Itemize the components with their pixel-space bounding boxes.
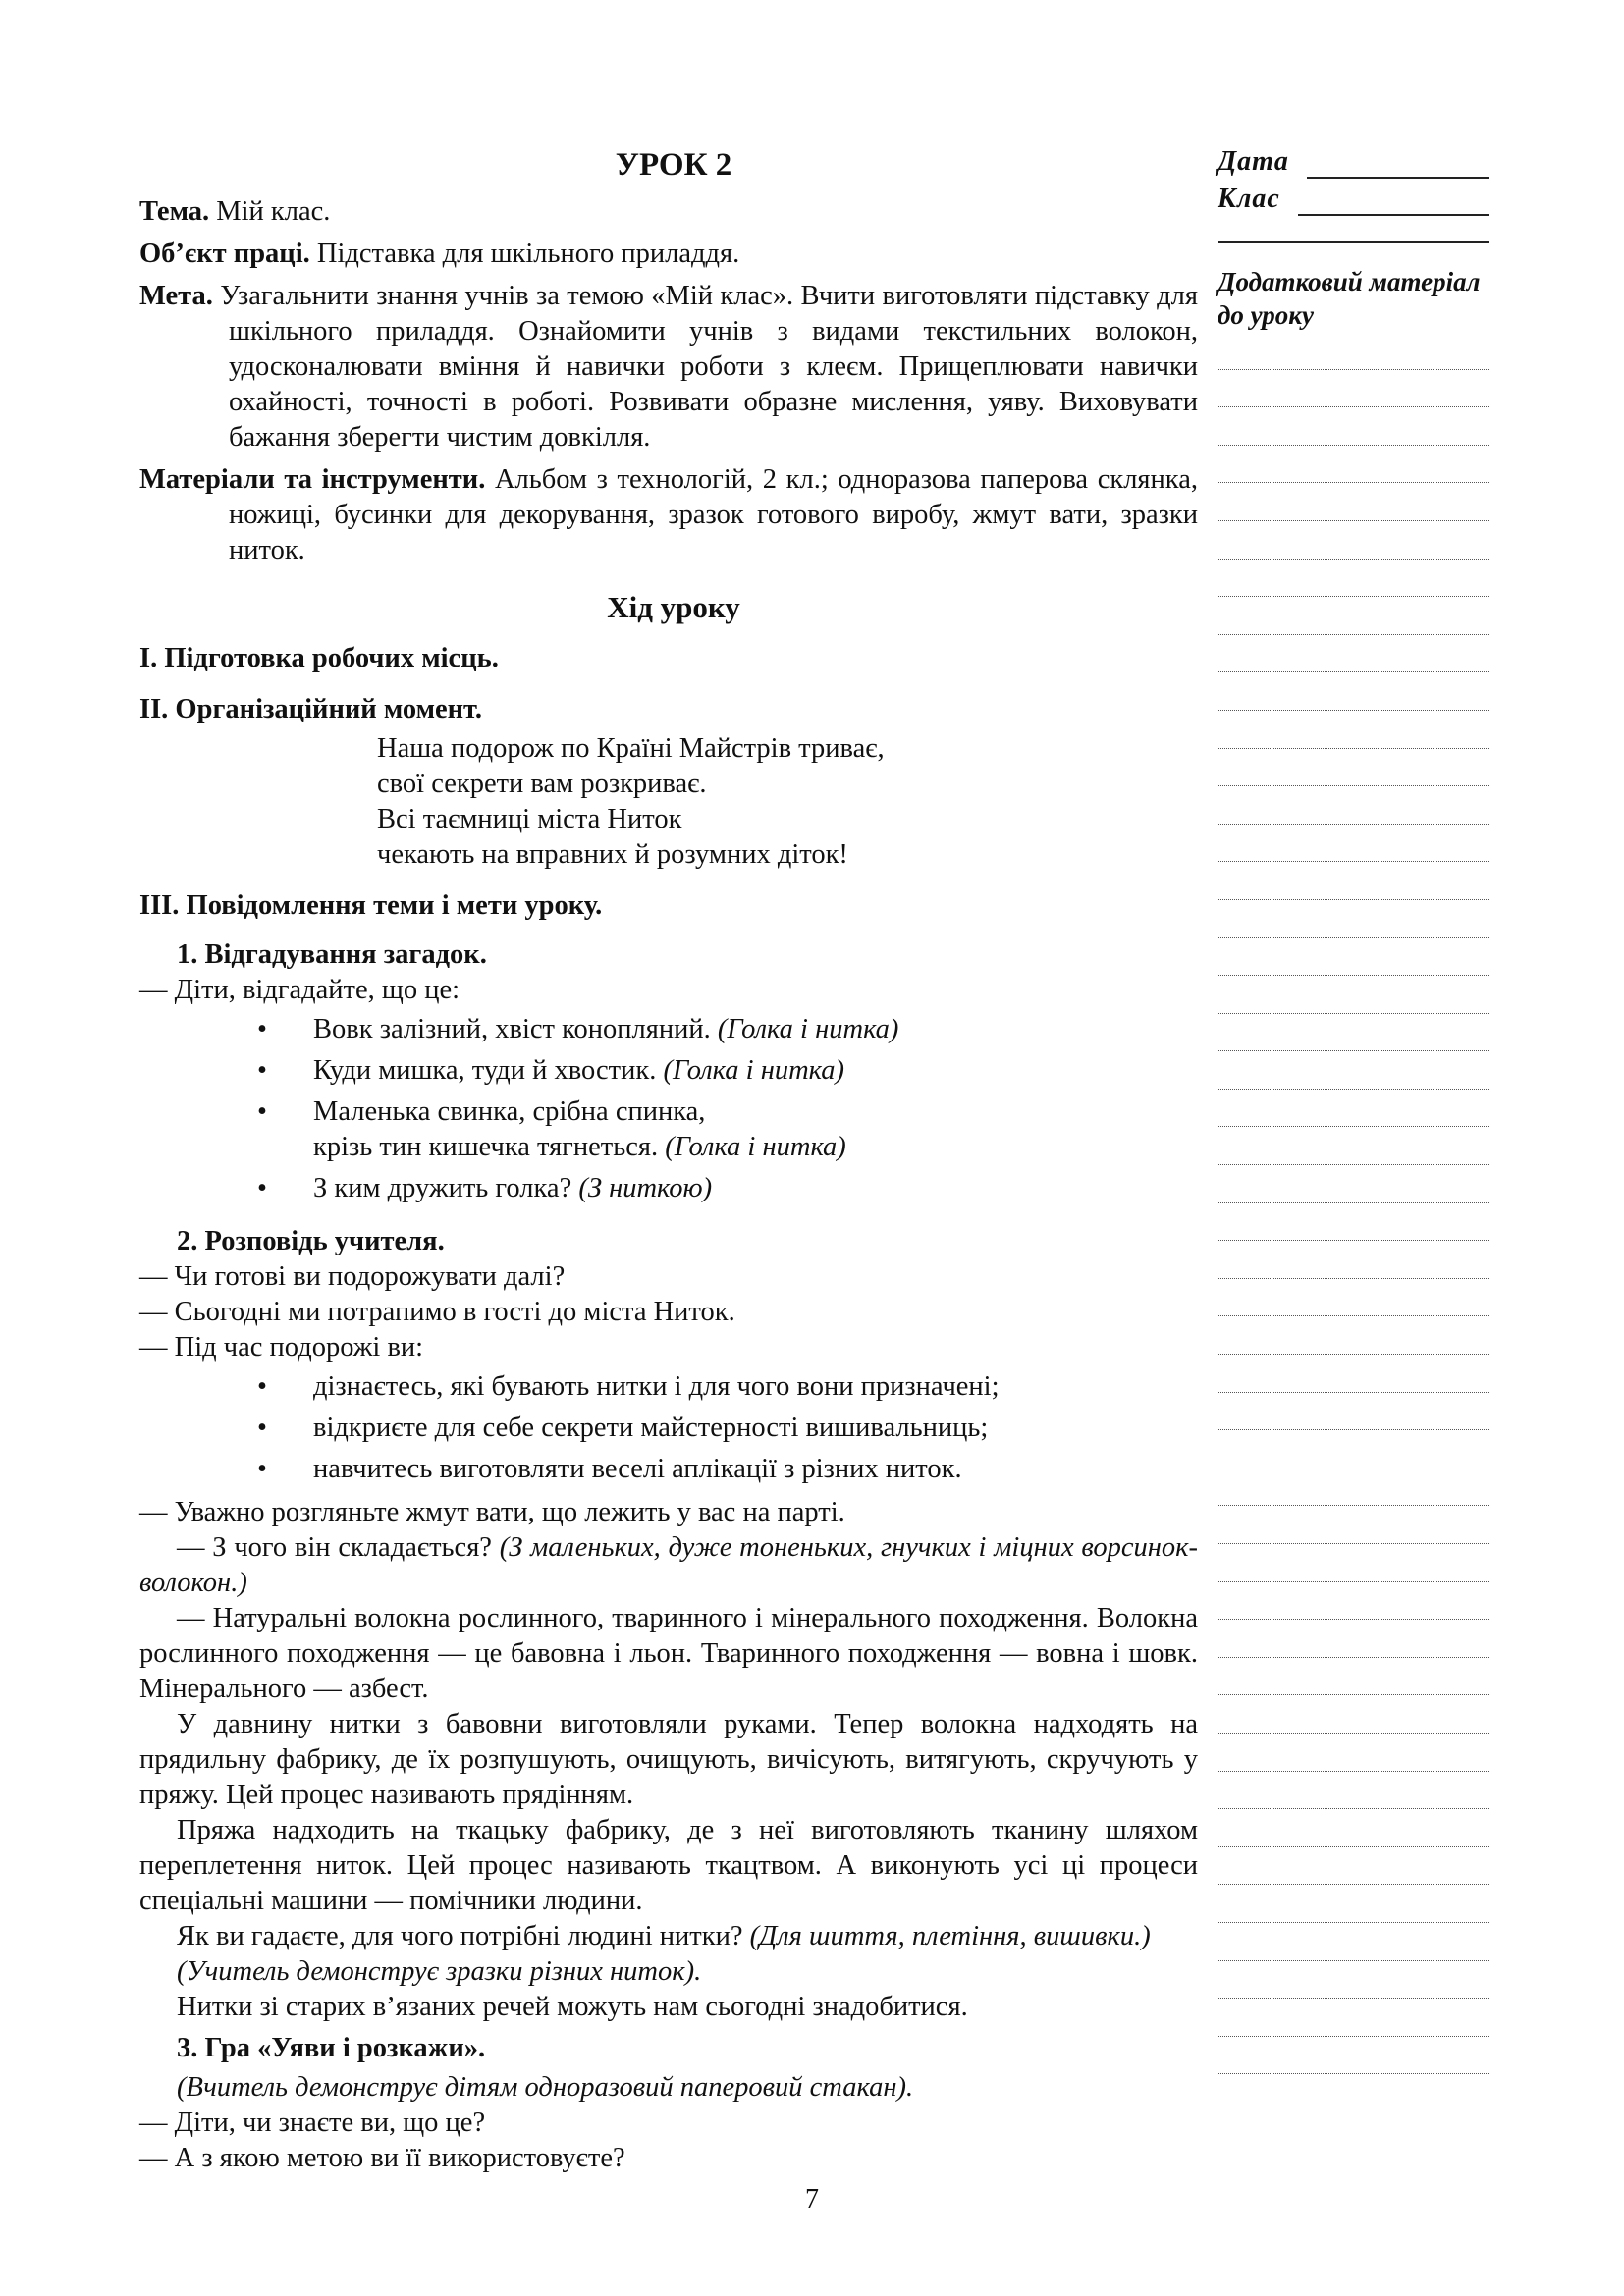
paragraph: У давнину нитки з бавовни виготовляли руками. Тепер волокна надходять на прядильну фабрику, де їх розпушують, очищують, вичісують, витягують, скручують у пряжу. Цей процес називають прядінням. <box>139 1709 1198 1810</box>
note-line <box>1218 1544 1489 1582</box>
dialogue-line: — Діти, чи знаєте ви, що це? <box>139 2108 486 2138</box>
note-line <box>1218 1014 1489 1052</box>
bullet-icon: • <box>257 1014 267 1044</box>
topic-line <box>139 194 1198 230</box>
note-line <box>1218 1127 1489 1165</box>
poem-line: Наша подорож по Країні Майстрів триває, <box>377 733 885 764</box>
section-3-title: III. Повідомлення теми і мети уроку. <box>139 890 603 921</box>
note-line <box>1218 1203 1489 1242</box>
note-line <box>1218 1809 1489 1847</box>
note-line <box>1218 1582 1489 1621</box>
paragraph: Нитки зі старих в’язаних речей можуть нам сьогодні знадобитися. <box>177 1992 968 2022</box>
paragraph: Пряжа надходить на ткацьку фабрику, де з неї виготовляють тканину шляхом переплетення ниток. Цей процес називають ткацтвом. А виконують усі ці процеси спеціальні машини — помічники людини. <box>139 1815 1198 1916</box>
notes-lines[interactable] <box>1218 332 1489 2074</box>
note-line <box>1218 560 1489 598</box>
riddle-intro: — Діти, відгадайте, що це: <box>139 975 460 1005</box>
note-line <box>1218 900 1489 938</box>
note-line <box>1218 1695 1489 1734</box>
goal-value: Узагальнити знання учнів за темою «Мій клас». Вчити виготовляти підставку для шкільного приладдя. Ознайомити учнів з видами текстильних волокон, удосконалювати вміння й навички роботи з клеєм. Прищеплювати навички охайності, точності в роботі. Розвивати образне мислення, уяву. Виховувати бажання зберегти чистим довкілля. <box>220 281 1198 453</box>
note-line <box>1218 1999 1489 2037</box>
note-line <box>1218 521 1489 560</box>
bullet-icon: • <box>257 1413 267 1443</box>
paragraph: — Натуральні волокна рослинного, тваринного і мінерального походження. Волокна рослинного походження — це бавовна і льон. Тваринного походження — вовна і шовк. Мінерального — азбест. <box>139 1603 1198 1704</box>
object-label: Об’єкт праці. <box>139 239 310 269</box>
note-line <box>1218 332 1489 370</box>
note-line <box>1218 938 1489 977</box>
dialogue-line: — Під час подорожі ви: <box>139 1332 424 1362</box>
poem-line: Всі таємниці міста Ниток <box>377 804 682 834</box>
materials-label: Матеріали та інструменти. <box>139 464 486 495</box>
course-title: Хід уроку <box>607 590 740 624</box>
note-line <box>1218 976 1489 1014</box>
note-line <box>1218 749 1489 787</box>
list-item: • відкриєте для себе секрети майстерності вишивальниць; <box>139 1411 1198 1446</box>
note-line <box>1218 1885 1489 1923</box>
subsection-3-title: 3. Гра «Уяви і розкажи». <box>177 2033 486 2063</box>
date-label: Дата <box>1218 146 1289 177</box>
dialogue-line: — Чи готові ви подорожувати далі? <box>139 1261 566 1292</box>
note-line <box>1218 1090 1489 1128</box>
notes-sidebar <box>1218 145 1489 2074</box>
blank-line <box>1218 216 1489 243</box>
class-field[interactable] <box>1218 183 1489 216</box>
subsection-1-title: 1. Відгадування загадок. <box>177 939 487 970</box>
note-line <box>1218 1658 1489 1696</box>
note-line <box>1218 672 1489 711</box>
lesson-content <box>139 145 1198 2176</box>
note-line <box>1218 1316 1489 1355</box>
note-line <box>1218 635 1489 673</box>
subsection-2-title: 2. Розповідь учителя. <box>177 1226 445 1256</box>
section-1-title: I. Підготовка робочих місць. <box>139 643 499 673</box>
note-line <box>1218 1468 1489 1507</box>
note-line <box>1218 1506 1489 1544</box>
materials-value: Альбом з технологій, 2 кл.; одноразова паперова склянка, ножиці, бусинки для декорування, зразок готового виробу, жмут вати, зразки ниток. <box>229 464 1198 565</box>
note-line <box>1218 2037 1489 2075</box>
bullet-icon: • <box>257 1371 267 1402</box>
note-line <box>1218 1923 1489 1961</box>
note-line <box>1218 1355 1489 1393</box>
dialogue-line: — Сьогодні ми потрапимо в гості до міста Ниток. <box>139 1297 735 1327</box>
date-line <box>1307 153 1489 179</box>
paragraph: Як ви гадаєте, для чого потрібні людині нитки? (Для шиття, плетіння, вишивки.) <box>177 1921 1151 1951</box>
note-line <box>1218 1961 1489 2000</box>
dialogue-line: — А з якою метою ви її використовуєте? <box>139 2143 625 2173</box>
bullet-icon: • <box>257 1055 267 1086</box>
materials-line <box>139 462 1198 568</box>
list-item: • Куди мишка, туди й хвостик. (Голка і нитка) <box>139 1053 1198 1089</box>
note-line <box>1218 1393 1489 1431</box>
section-2-title: II. Організаційний момент. <box>139 694 483 724</box>
note-line <box>1218 1279 1489 1317</box>
note-line <box>1218 825 1489 863</box>
paragraph: (Учитель демонструє зразки різних ниток). <box>177 1956 702 1987</box>
goal-line <box>139 279 1198 455</box>
note-line <box>1218 862 1489 900</box>
lesson-title: УРОК 2 <box>615 147 732 183</box>
paragraph: — З чого він складається? (З маленьких, дуже тоненьких, гнучких і міцних ворсинок-волокон.) <box>139 1532 1198 1598</box>
bullet-icon: • <box>257 1454 267 1484</box>
class-line <box>1298 190 1489 216</box>
goal-label: Мета. <box>139 281 213 311</box>
topic-value: Мій клас. <box>216 196 331 227</box>
list-item: • дізнаєтесь, які бувають нитки і для чого вони призначені; <box>139 1369 1198 1405</box>
object-value: Підставка для шкільного приладдя. <box>316 239 740 269</box>
object-line <box>139 237 1198 272</box>
note-line <box>1218 1165 1489 1203</box>
note-line <box>1218 1772 1489 1810</box>
topic-label: Тема. <box>139 196 210 227</box>
page-number: 7 <box>805 2184 819 2215</box>
poem <box>377 731 1198 873</box>
bullet-icon: • <box>257 1173 267 1203</box>
list-item: • Вовк залізний, хвіст конопляний. (Голка і нитка) <box>139 1012 1198 1047</box>
note-line <box>1218 1430 1489 1468</box>
note-line <box>1218 370 1489 408</box>
note-line <box>1218 1620 1489 1658</box>
note-line <box>1218 597 1489 635</box>
note-line <box>1218 483 1489 521</box>
poem-line: свої секрети вам розкриває. <box>377 769 707 799</box>
note-line <box>1218 786 1489 825</box>
note-line <box>1218 446 1489 484</box>
class-label: Клас <box>1218 184 1280 214</box>
bullet-icon: • <box>257 1096 267 1127</box>
paragraph: (Вчитель демонструє дітям одноразовий паперовий стакан). <box>177 2072 914 2103</box>
note-line <box>1218 1051 1489 1090</box>
note-line <box>1218 711 1489 749</box>
note-line <box>1218 407 1489 446</box>
note-line <box>1218 1241 1489 1279</box>
note-line <box>1218 1734 1489 1772</box>
list-item: • навчитесь виготовляти веселі аплікації з різних ниток. <box>139 1452 1198 1487</box>
date-field[interactable] <box>1218 145 1489 179</box>
list-item: • З ким дружить голка? (З ниткою) <box>139 1171 1198 1206</box>
paragraph: — Уважно розгляньте жмут вати, що лежить у вас на парті. <box>139 1497 845 1527</box>
extra-material-heading: Додатковий матеріал до уроку <box>1218 267 1481 330</box>
list-item: • Маленька свинка, срібна спинка, крізь тин кишечка тягнеться. (Голка і нитка) <box>257 1096 846 1162</box>
note-line <box>1218 1847 1489 1886</box>
poem-line: чекають на вправних й розумних діток! <box>377 839 848 870</box>
